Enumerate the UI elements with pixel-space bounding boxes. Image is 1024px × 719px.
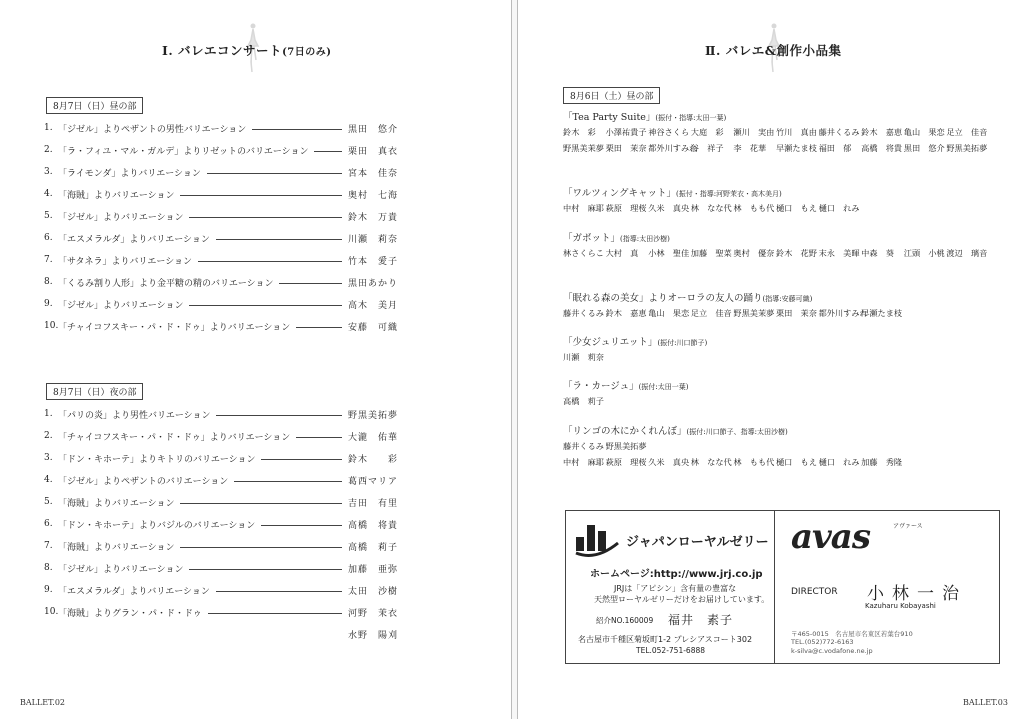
program-list-day [44,117,404,337]
cast-member [776,441,819,452]
leader-line [216,239,342,240]
program-row [44,161,404,183]
cast-member: 藤井くるみ [563,441,604,451]
cast-list [563,308,1003,324]
program-credit: (振付:太田一葉) [638,383,689,391]
cast-member: 野黒美拓夢 [605,441,647,451]
program-tea-party [563,109,1003,159]
program-heading [563,290,1003,304]
program-title: 「リンゴの木にかくれんぼ」 [563,426,687,437]
ad-desc-2: 天然型ローヤルゼリーだけをお届けしています。 [594,595,770,604]
cast-member: 藤井くるみ [818,127,860,137]
cast-member: 野黒美茉夢 [563,143,604,153]
cast-member: 高橋 莉子 [563,396,604,406]
session-label-night: 8月7日（日）夜の部 [46,383,143,400]
program-number: 8. [44,563,53,573]
program-sleeping-beauty [563,290,1003,324]
cast-member: 都外川すみれ [648,143,698,153]
advertisement-box [565,510,1000,664]
program-title: 「サタネラ」よりバリエーション [58,256,193,267]
program-row [44,557,404,579]
cast-member: 中森 葵 [861,248,894,258]
program-credit: (振付:川口節子) [657,339,708,347]
cast-member: 江頭 小桃 [903,248,945,258]
performer-name: 大瀧 佑華 [348,432,399,443]
program-title: 「ジゼル」よりバリエーション [58,564,184,575]
cast-member [861,441,904,452]
program-number: 3. [44,453,53,463]
ad-royal-jelly [566,511,775,663]
cast-member: 中村 麻耶 [563,203,604,213]
program-title: 「エスメラルダ」よりバリエーション [58,586,210,597]
cast-member: 野黒美拓夢 [946,143,988,153]
cast-member: 黒田 悠介 [903,143,945,153]
ad-avas [775,511,999,663]
director-name-en: Kazuharu Kobayashi [865,602,936,610]
program-title: 「くるみ割り人形」より金平糖の精のバリエーション [58,278,274,289]
program-title: 「ジゼル」よりペザントのバリエーション [58,476,229,487]
program-gavotte [563,230,1003,264]
leader-line [279,283,342,284]
program-title: 「ガボット」 [563,233,621,244]
cast-member: 林 もも代 [733,457,775,467]
program-row [44,117,404,139]
cast-member: 栗田 茉奈 [775,308,817,318]
program-title: 「ラ・カージュ」 [563,381,639,392]
performer-name: 高木 美月 [348,300,399,311]
cast-member: 林さくらこ [563,248,604,258]
program-number: 6. [44,519,53,529]
program-row [44,447,404,469]
cast-member: 李 花華 [733,143,767,153]
cast-member: 樋口 もえ [775,457,817,467]
program-title: 「海賊」よりグラン・パ・ド・ドゥ [58,608,202,619]
program-number: 7. [44,541,53,551]
program-title: 「ワルツィングキャット」 [563,188,676,199]
cast-member: 奥村 優奈 [733,248,775,258]
cast-member: 久米 真央 [648,203,690,213]
cast-member [648,441,691,452]
avas-logo: avas [791,517,870,557]
program-title: 「エスメラルダ」よりバリエーション [58,234,210,245]
cast-member [691,441,734,452]
cast-member: 林 もも代 [733,203,775,213]
program-credit: (振付・指導:太田一葉) [655,114,727,122]
performer-name: 川瀬 莉奈 [348,234,399,245]
performer-name: 高橋 将貴 [348,520,399,531]
program-number: 5. [44,211,53,221]
performer-name: 高橋 莉子 [348,542,399,553]
program-number: 4. [44,189,53,199]
cast-member: 早瀬たま枝 [775,143,817,153]
program-credit: (指導:安藤可織) [762,295,813,303]
program-row [44,425,404,447]
cast-member: 都外川すみれ [818,308,868,318]
program-title: 「海賊」よりバリエーション [58,542,175,553]
performer-name: 黒田 悠介 [348,124,399,135]
leader-line [252,129,342,130]
leader-line [314,151,342,152]
cast-member: 竹川 真由 [775,127,817,137]
cast-member: 鈴木 花野 [775,248,817,258]
leader-line [180,503,342,504]
program-row [44,205,404,227]
cast-member [733,441,776,452]
cast-member: 加藤 聖菜 [690,248,732,258]
program-title: 「チャイコフスキー・パ・ド・ドゥ」よりバリエーション [58,432,291,443]
leader-line [189,305,342,306]
program-number: 5. [44,497,53,507]
cast-member: 栗田 茉奈 [605,143,647,153]
program-credit: (指導:太田沙樹) [620,235,670,243]
cast-member: 萩原 理桜 [605,457,647,467]
program-row [44,535,404,557]
ad-desc-1: JRJは「アピシン」含有量の豊富な [614,584,737,593]
cast-member: 大庭 彩 [690,127,724,137]
program-row [44,271,404,293]
program-title: 「海賊」よりバリエーション [58,190,175,201]
program-number: 7. [44,255,53,265]
cast-list [563,352,1003,368]
ad-contact-person: 福井 素子 [668,613,734,627]
cast-member: 谷 祥子 [690,143,724,153]
cast-member: 福田 郁 [818,143,852,153]
program-title: 「海賊」よりバリエーション [58,498,175,509]
program-row [44,579,404,601]
page-number-right: BALLET.03 [962,698,1008,707]
cast-member: 亀山 果恋 [648,308,690,318]
leader-line [208,613,342,614]
program-number: 10. [44,607,59,617]
performer-name: 葛西マリア [348,476,399,487]
session-label-saturday: 8月6日（土）昼の部 [563,87,660,104]
cast-member: 樋口 れみ [818,457,860,467]
program-title: 「パリの炎」より男性バリエーション [58,410,211,421]
cast-member: 足立 佳音 [690,308,732,318]
program-heading [563,378,1003,392]
program-title: 「眠れる森の美女」よりオーロラの友人の踊り [563,293,763,304]
right-page [517,0,1024,719]
cast-member [946,441,989,452]
director-label: DIRECTOR [791,587,838,597]
leader-line [189,217,342,218]
program-row [44,249,404,271]
program-heading [563,185,1003,199]
cast-member: 小林 聖佳 [648,248,690,258]
program-row [44,491,404,513]
program-number: 10. [44,321,59,331]
cast-member: 加藤 秀隆 [861,457,903,467]
cast-member: 鈴木 嘉恵 [861,127,903,137]
program-row-extra [44,623,404,645]
jrj-logo-icon [574,521,620,557]
leader-line [180,195,342,196]
program-title: 「ジゼル」よりペザントの男性バリエーション [58,124,247,135]
cast-member: 久米 真央 [648,457,690,467]
program-number: 3. [44,167,53,177]
program-apple-tree [563,423,1003,473]
section-title-1: Ⅰ. バレエコンサート(7日のみ) [162,43,332,58]
left-page [0,0,510,719]
performer-name: 安藤 可織 [348,322,399,333]
ad-homepage: ホームページ:http://www.jrj.co.jp [590,569,763,580]
section-title-2: Ⅱ. バレエ&創作小品集 [705,43,842,58]
cast-member: 林 なな代 [690,203,732,213]
cast-list [563,127,1003,159]
avas-tel: TEL.(052)772-6163 [791,638,854,646]
program-number: 1. [44,123,53,133]
leader-line [296,437,342,438]
program-waltzing-cat [563,185,1003,219]
performer-name: 竹本 愛子 [348,256,399,267]
ad-tel: TEL.052-751-6888 [636,646,706,655]
program-title: 「ライモンダ」よりバリエーション [58,168,201,179]
program-title: 「ジゼル」よりバリエーション [58,300,184,311]
program-juliet [563,334,1003,368]
program-heading [563,334,1003,348]
leader-line [261,525,342,526]
program-heading [563,109,1003,123]
program-credit: (振付:川口節子、指導:太田沙樹) [686,428,788,436]
avas-logo-kana: アヴァース [893,523,923,530]
cast-member: 大村 真 [605,248,639,258]
leader-line [198,261,342,262]
avas-email: k-silva@c.vodafone.ne.jp [791,647,873,655]
program-row [44,293,404,315]
program-number: 9. [44,585,53,595]
cast-member [904,441,947,452]
cast-member: 神谷さくら [648,127,690,137]
program-row [44,227,404,249]
performer-name: 栗田 真衣 [348,146,399,157]
cast-member: 萩原 理桜 [605,203,647,213]
cast-list [563,248,1003,264]
performer-name: 宮本 佳奈 [348,168,399,179]
cast-member [819,441,862,452]
cast-member: 鈴木 彩 [563,127,596,137]
avas-postal: 〒465-0015 名古屋市名東区若葉台910 [791,630,913,638]
cast-member: 林 なな代 [690,457,732,467]
cast-member: 末永 美暉 [818,248,860,258]
program-number: 4. [44,475,53,485]
program-number: 8. [44,277,53,287]
performer-name: 太田 沙樹 [348,586,399,597]
program-number: 2. [44,145,53,155]
performer-name: 加藤 亜弥 [348,564,399,575]
program-title: 「ドン・キホーテ」よりバジルのバリエーション [58,520,256,531]
program-list-night [44,403,404,645]
cast-member: 渡辺 璃音 [946,248,988,258]
program-number: 2. [44,431,53,441]
ad-address: 名古屋市千種区菊坂町1-2 プレシアスコート302 [578,635,753,644]
performer-name: 奥村 七海 [348,190,399,201]
leader-line [216,591,342,592]
performer-name: 水野 陽刈 [348,630,399,641]
program-heading [563,230,1003,244]
cast-member: 早瀬たま枝 [861,308,903,318]
program-row [44,139,404,161]
program-number: 6. [44,233,53,243]
leader-line [216,415,342,416]
program-row [44,601,404,623]
leader-line [189,569,342,570]
cast-member: 鈴木 嘉恵 [605,308,647,318]
leader-line [261,459,342,460]
program-credit: (振付・指導:河野茉衣・高木美月) [675,190,782,198]
program-number: 9. [44,299,53,309]
program-title: 「Tea Party Suite」 [563,112,656,123]
director-name: 小林一治 [867,584,967,604]
cast-member: 亀山 果恋 [903,127,945,137]
cast-member: 瀬川 実由 [733,127,775,137]
cast-list [563,396,1003,412]
program-row [44,183,404,205]
program-la-cage [563,378,1003,412]
leader-line [234,481,342,482]
cast-member: 野黒美茉夢 [733,308,775,318]
performer-name: 吉田 有里 [348,498,399,509]
ad-brand-name: ジャパンローヤルゼリー [626,535,769,550]
program-title: 「少女ジュリエット」 [563,337,658,348]
cast-member: 樋口 もえ [775,203,817,213]
performer-name: 鈴木 彩 [348,454,399,465]
program-row [44,315,404,337]
cast-member: 樋口 れみ [818,203,860,213]
performer-name: 河野 茉衣 [348,608,399,619]
program-title: 「チャイコフスキー・パ・ド・ドゥ」よりバリエーション [58,322,291,333]
leader-line [180,547,342,548]
page-number-left: BALLET.02 [20,698,66,707]
program-title: 「ドン・キホーテ」よりキトリのバリエーション [58,454,256,465]
cast-member: 中村 麻耶 [563,457,604,467]
program-row [44,469,404,491]
performer-name: 鈴木 万貴 [348,212,399,223]
cast-list [563,441,1003,473]
leader-line [207,173,342,174]
session-label-day: 8月7日（日）昼の部 [46,97,143,114]
cast-list [563,203,1003,219]
performer-name: 黒田あかり [348,278,399,289]
program-row [44,513,404,535]
leader-line [296,327,342,328]
cast-member: 小澤祐貴子 [605,127,647,137]
cast-member: 川瀬 莉奈 [563,352,604,362]
program-number: 1. [44,409,53,419]
performer-name: 野黒美拓夢 [348,410,399,421]
cast-member: 足立 佳音 [946,127,988,137]
cast-member: 藤井くるみ [563,308,604,318]
program-row [44,403,404,425]
cast-member: 高橋 将貴 [861,143,903,153]
program-title: 「ジゼル」よりバリエーション [58,212,184,223]
ad-intro-number: 紹介NO.160009 [596,616,654,625]
program-heading [563,423,1003,437]
program-title: 「ラ・フィユ・マル・ガルデ」よりリゼットのバリエーション [58,146,309,157]
